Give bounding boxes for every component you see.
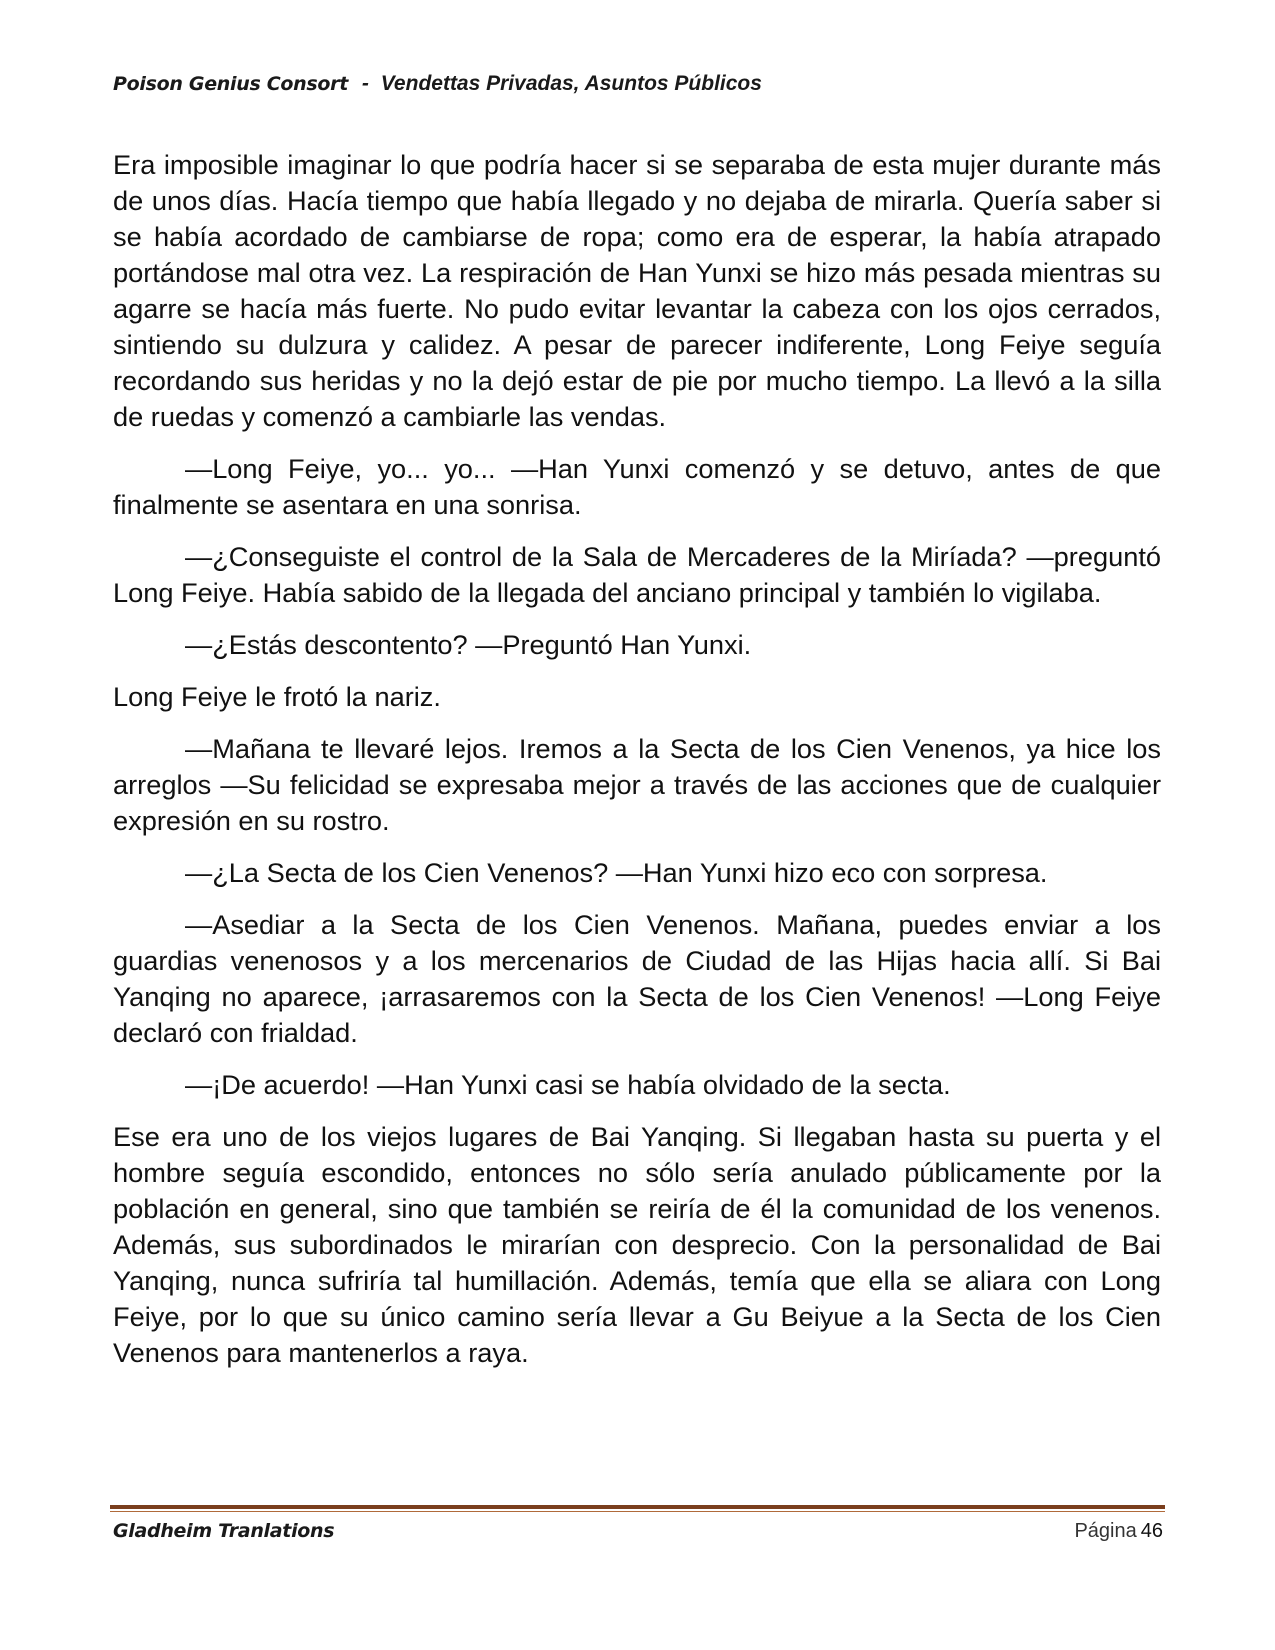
book-title: Poison Genius Consort xyxy=(113,73,349,95)
page-number-label xyxy=(1074,1520,1163,1543)
footer-rule xyxy=(110,1505,1165,1509)
paragraph: —¿Conseguiste el control de la Sala de Mercaderes de la Miríada? —preguntó Long Feiye. Había sabido de la llegada del anciano principal y también lo vigilaba. xyxy=(113,541,1161,608)
paragraph: Era imposible imaginar lo que podría hacer si se separaba de esta mujer durante más de unos días. Hacía tiempo que había llegado y no dejaba de mirarla. Quería saber si se había acordado de cambiarse de ropa; como era de esperar, la había atrapado portándose mal otra vez. La respiración de Han Yunxi se hizo más pesada mientras su agarre se hacía más fuerte. No pudo evitar levantar la cabeza con los ojos cerrados, sintiendo su dulzura y calidez. A pesar de parecer indiferente, Long Feiye seguía recordando sus heridas y no la dejó estar de pie por mucho tiempo. La llevó a la silla de ruedas y comenzó a cambiarle las vendas. xyxy=(113,149,1161,432)
paragraph: Long Feiye le frotó la nariz. xyxy=(113,681,441,712)
page-label: Página xyxy=(1074,1520,1137,1542)
paragraph: —¿La Secta de los Cien Venenos? —Han Yunxi hizo eco con sorpresa. xyxy=(185,857,1048,888)
paragraph: —Asediar a la Secta de los Cien Venenos. Mañana, puedes enviar a los guardias venenosos y a los mercenarios de Ciudad de las Hijas hacia allí. Si Bai Yanqing no aparece, ¡arrasaremos con la Secta de los Cien Venenos! —Long Feiye declaró con frialdad. xyxy=(113,909,1161,1048)
page-number: 46 xyxy=(1140,1520,1163,1542)
paragraph: Ese era uno de los viejos lugares de Bai Yanqing. Si llegaban hasta su puerta y el hombre seguía escondido, entonces no sólo sería anulado públicamente por la población en general, sino que también se reiría de él la comunidad de los venenos. Además, sus subordinados le mirarían con desprecio. Con la personalidad de Bai Yanqing, nunca sufriría tal humillación. Además, temía que ella se aliara con Long Feiye, por lo que su único camino sería llevar a Gu Beiyue a la Secta de los Cien Venenos para mantenerlos a raya. xyxy=(113,1121,1161,1368)
body-text xyxy=(113,147,1161,1387)
paragraph: —¿Estás descontento? —Preguntó Han Yunxi. xyxy=(185,629,752,660)
page-header xyxy=(113,72,1163,96)
chapter-title: Vendettas Privadas, Asuntos Públicos xyxy=(380,72,762,95)
paragraph: —Mañana te llevaré lejos. Iremos a la Secta de los Cien Venenos, ya hice los arreglos —Su felicidad se expresaba mejor a través de las acciones que de cualquier expresión en su rostro. xyxy=(113,733,1161,836)
paragraph: —¡De acuerdo! —Han Yunxi casi se había olvidado de la secta. xyxy=(185,1069,951,1100)
footer-credit: Gladheim Tranlations xyxy=(113,1520,335,1542)
header-separator: - xyxy=(361,72,369,95)
footer-rule-thin xyxy=(110,1511,1165,1512)
paragraph: —Long Feiye, yo... yo... —Han Yunxi comenzó y se detuvo, antes de que finalmente se asentara en una sonrisa. xyxy=(113,453,1161,520)
